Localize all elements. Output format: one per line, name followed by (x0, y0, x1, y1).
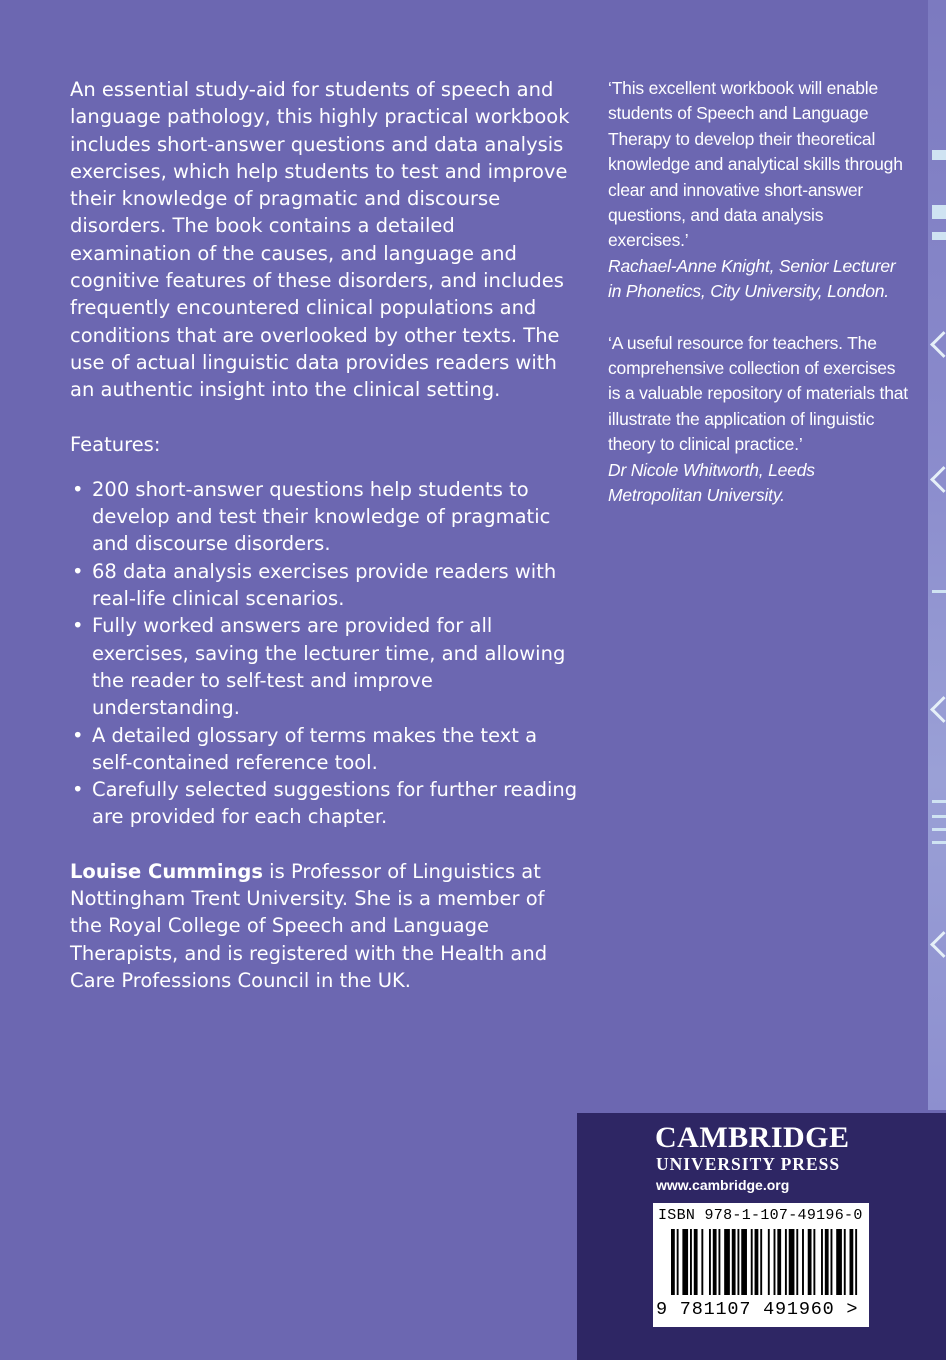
barcode-bar (855, 1229, 857, 1295)
barcode-bar (836, 1229, 842, 1295)
isbn-label: ISBN 978-1-107-49196-0 (658, 1207, 863, 1224)
barcode-bar (774, 1229, 776, 1295)
feature-item: • 200 short-answer questions help students to develop and test their knowledge of pragmatic and discourse disorders. (70, 476, 580, 558)
feature-item: • 68 data analysis exercises provide readers with real-life clinical scenarios. (70, 558, 580, 613)
features-list (70, 476, 580, 831)
barcode-bar (777, 1229, 781, 1295)
barcode-bar (785, 1229, 787, 1295)
barcode-bar (802, 1229, 804, 1295)
barcode-bar (732, 1229, 736, 1295)
barcode-bar (701, 1229, 703, 1295)
feature-item: • Carefully selected suggestions for further reading are provided for each chapter. (70, 776, 580, 831)
barcode-bar (844, 1229, 846, 1295)
barcode-bar (718, 1229, 720, 1295)
barcode-bar (751, 1229, 753, 1295)
barcode-bar (682, 1229, 688, 1295)
barcode-bar (831, 1229, 833, 1295)
book-description: An essential study-aid for students of speech and language pathology, this highly practical workbook includes short-answer questions and data analysis exercises, which help students to test and improve their knowledge of pragmatic and discourse disorders. The book contains a detailed examination of the causes, and language and cognitive features of these disorders, and includes frequently encountered clinical populations and conditions that are overlooked by other texts. The use of actual linguistic data provides readers with an authentic insight into the clinical setting. (70, 78, 570, 402)
author-bio-text: is Professor of Linguistics at Nottingham Trent University. She is a member of the Royal College of Speech and Language Therapists, and is registered with the Health and Care Professions Council in the UK. (70, 859, 548, 992)
barcode-bar (755, 1229, 759, 1295)
barcode-bars (671, 1229, 859, 1295)
barcode-digits: 9 781107 491960 > (656, 1299, 859, 1320)
barcode-bar (671, 1229, 675, 1295)
barcode-bar (709, 1229, 711, 1295)
barcode-bar (677, 1229, 679, 1295)
barcode-bar (813, 1229, 815, 1295)
review-quote: ‘This excellent workbook will enable students of Speech and Language Therapy to develop their theoretical knowledge and analytical skills through clear and innovative short-answer questions, and data analysis exercises.’ (608, 78, 903, 251)
feature-item: • A detailed glossary of terms makes the text a self-contained reference tool. (70, 722, 580, 777)
barcode-bar (713, 1229, 717, 1295)
barcode-bar (737, 1229, 739, 1295)
barcode-bar (760, 1229, 762, 1295)
publisher-logo (655, 1121, 875, 1173)
reviews (608, 76, 908, 509)
barcode-bar (690, 1229, 692, 1295)
barcode-bar (825, 1229, 829, 1295)
review-attribution: Rachael-Anne Knight, Senior Lecturer in Phonetics, City University, London. (608, 255, 896, 302)
publisher-url: www.cambridge.org (656, 1177, 790, 1193)
review-quote: ‘A useful resource for teachers. The comprehensive collection of exercises is a valuable repository of materials that illustrate the application of linguistic theory to clinical practice.’ (608, 332, 908, 455)
barcode-bar (768, 1229, 770, 1295)
barcode-bar (694, 1229, 698, 1295)
barcode-bar (796, 1229, 798, 1295)
publisher-name: CAMBRIDGE (655, 1121, 850, 1154)
feature-item: • Fully worked answers are provided for all exercises, saving the lecturer time, and allowing the reader to self-test and improve understanding. (70, 612, 580, 721)
barcode-bar (821, 1229, 823, 1295)
barcode-bar (789, 1229, 795, 1295)
features-heading: Features: (70, 432, 161, 456)
cover-edge-decoration (928, 0, 946, 1110)
barcode-bar (808, 1229, 812, 1295)
publisher-panel (577, 1113, 946, 1360)
book-blurb (70, 76, 580, 994)
barcode-bar (724, 1229, 730, 1295)
author-bio (70, 858, 580, 994)
barcode-bar (741, 1229, 747, 1295)
author-name: Louise Cummings (70, 859, 263, 883)
barcode (653, 1203, 869, 1327)
publisher-subname: UNIVERSITY PRESS (656, 1154, 841, 1174)
barcode-bar (850, 1229, 854, 1295)
review-attribution: Dr Nicole Whitworth, Leeds Metropolitan University. (608, 459, 815, 506)
